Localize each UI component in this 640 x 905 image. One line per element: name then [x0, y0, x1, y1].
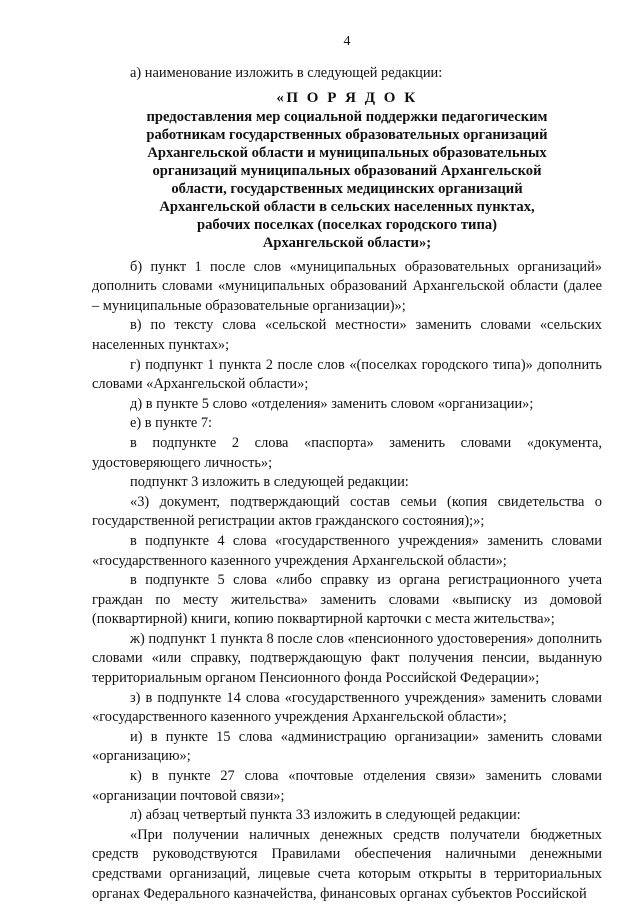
page-number: 4	[343, 34, 351, 49]
title-line: Архангельской области в сельских населенных пунктах,	[159, 198, 535, 215]
paragraph: в подпункте 2 слова «паспорта» заменить словами «документа, удостоверяющего личность»;	[92, 434, 602, 471]
paragraph: б) пункт 1 после слов «муниципальных образовательных организаций» дополнить словами «муниципальных образований Архангельской области (далее – муниципальные образовательные организации)»;	[92, 258, 602, 314]
document-title	[92, 89, 602, 252]
paragraph: ж) подпункт 1 пункта 8 после слов «пенсионного удостоверения» дополнить словами «или справку, подтверждающую факт получения пенсии, выданную территориальным органом Пенсионного фонда Российской Федерации»;	[92, 630, 602, 687]
paragraph: в) по тексту слова «сельской местности» заменить словами «сельских населенных пунктах»;	[92, 317, 602, 353]
paragraph: л) абзац четвертый пункта 33 изложить в следующей редакции:	[130, 807, 521, 824]
paragraph: е) в пункте 7:	[130, 415, 213, 432]
paragraph: з) в подпункте 14 слова «государственного учреждения» заменить словами «государственного казенного учреждения Архангельской области»;	[92, 689, 602, 726]
intro-line: а) наименование изложить в следующей редакции:	[130, 65, 443, 81]
title-line: организаций муниципальных образований Архангельской	[152, 162, 542, 179]
title-line: области, государственных медицинских организаций	[171, 180, 523, 197]
paragraph: д) в пункте 5 слово «отделения» заменить словом «организации»;	[130, 395, 534, 412]
document-body	[92, 258, 602, 905]
title-line: Архангельской области и муниципальных образовательных	[147, 144, 547, 161]
paragraph: к) в пункте 27 слова «почтовые отделения связи» заменить словами «организации почтовой связи»;	[92, 768, 602, 804]
paragraph: в подпункте 4 слова «государственного учреждения» заменить словами «государственного казенного учреждения Архангельской области»;	[92, 532, 602, 569]
paragraph: «При получении наличных денежных средств получатели бюджетных средств руководствуются Правилами обеспечения наличными денежными средствами организаций, лицевые счета которым открыты в территориальных органах Федерального казначейства, финансовых органах субъектов Российской	[92, 826, 602, 902]
paragraph: и) в пункте 15 слова «администрацию организации» заменить словами «организацию»;	[92, 728, 602, 765]
title-word: «П О Р Я Д О К	[276, 89, 418, 106]
paragraph: «3) документ, подтверждающий состав семьи (копия свидетельства о государственной регистрации актов гражданского состояния);»;	[92, 493, 602, 530]
title-line: Архангельской области»;	[262, 234, 432, 251]
title-line: рабочих поселках (поселках городского типа)	[196, 216, 498, 233]
paragraph: в подпункте 5 слова «либо справку из органа регистрационного учета граждан по месту жительства» заменить словами «выписку из домовой (поквартирной) книги, копию поквартирной карточки с места жительства»;	[92, 572, 602, 628]
title-line: предоставления мер социальной поддержки педагогическим	[146, 108, 548, 125]
paragraph: подпункт 3 изложить в следующей редакции:	[130, 474, 409, 491]
paragraph: г) подпункт 1 пункта 2 после слов «(поселках городского типа)» дополнить словами «Архангельской области»;	[92, 356, 602, 393]
title-line: работникам государственных образовательных организаций	[146, 126, 548, 143]
